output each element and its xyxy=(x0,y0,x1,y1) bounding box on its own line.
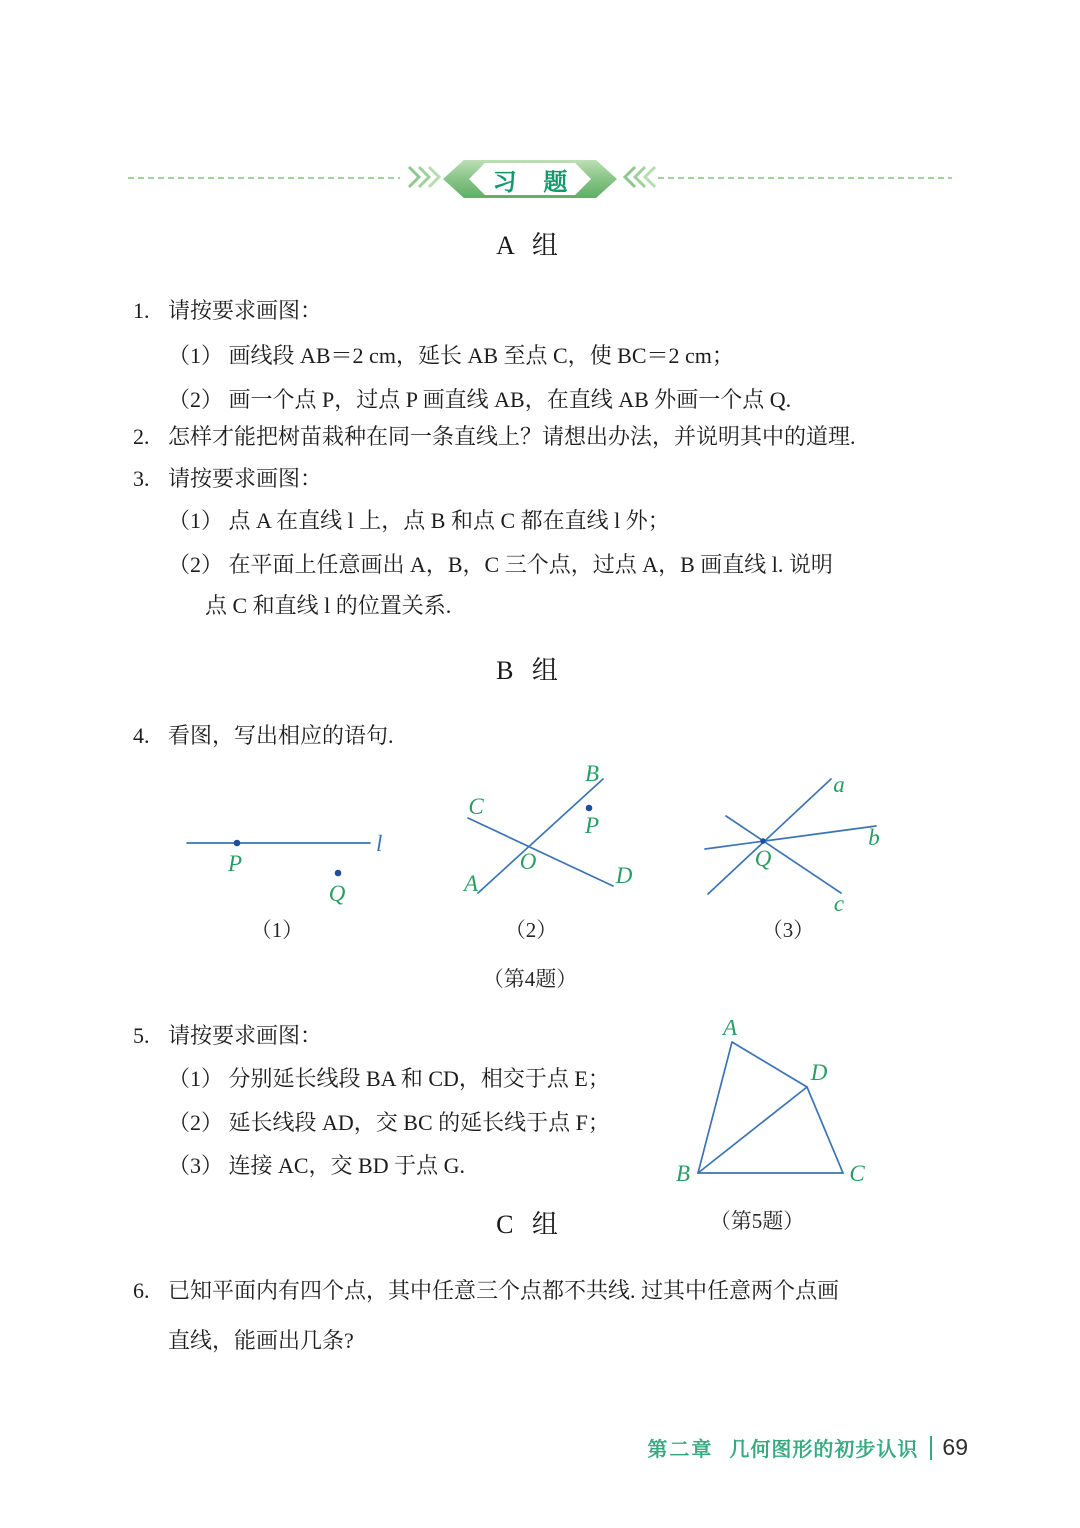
problem-4-number: 4. xyxy=(133,723,150,748)
exercises-badge xyxy=(443,160,617,198)
figure-5 xyxy=(660,1020,890,1195)
footer-chapter: 第二章 xyxy=(647,1439,714,1461)
problem-3-number: 3. xyxy=(133,466,150,491)
page-footer xyxy=(647,1433,968,1462)
problem-1-item-2: （2） 画一个点 P，过点 P 画直线 AB，在直线 AB 外画一个点 Q. xyxy=(168,387,792,412)
problem-5-text: 请按要求画图： xyxy=(168,1023,323,1048)
line-b xyxy=(705,826,876,849)
point-d-label: D xyxy=(810,1060,828,1085)
point-c-label: C xyxy=(849,1161,865,1186)
section-heading-c: C 组 xyxy=(496,1210,564,1239)
point-b-label: B xyxy=(675,1161,691,1186)
badge-label: 习 题 xyxy=(492,168,578,196)
problem-5-item-3: （3） 连接 AC，交 BD 于点 G. xyxy=(168,1153,466,1178)
point-p-dot xyxy=(234,840,241,847)
point-o-label: O xyxy=(519,849,537,874)
line-a xyxy=(708,779,831,894)
point-p-dot xyxy=(586,805,593,812)
point-p-label: P xyxy=(227,851,243,876)
figure-4-1 xyxy=(180,755,410,940)
point-q-dot xyxy=(760,838,766,844)
figure-4-3 xyxy=(690,755,950,940)
point-q-label: Q xyxy=(328,881,346,906)
point-a-label: A xyxy=(463,871,479,896)
diagonal-bd xyxy=(698,1087,807,1173)
point-d-label: D xyxy=(615,863,633,888)
point-a-label: A xyxy=(722,1020,738,1040)
dashed-rule-right xyxy=(658,177,952,179)
line-b-label: b xyxy=(868,825,880,850)
line-a-label: a xyxy=(833,772,845,797)
section-heading-b: B 组 xyxy=(496,656,564,685)
problem-5-number: 5. xyxy=(133,1023,150,1048)
problem-3-intro xyxy=(133,465,322,492)
figure-4-caption: （第4题） xyxy=(482,967,578,991)
problem-2-number: 2. xyxy=(133,424,150,449)
problem-1-text: 请按要求画图： xyxy=(168,298,323,323)
line-c xyxy=(726,816,841,893)
figure-4-1-caption: （1） xyxy=(250,918,304,942)
figure-4-3-caption: （3） xyxy=(761,918,815,942)
section-heading-a: A 组 xyxy=(496,231,564,260)
problem-6 xyxy=(133,1277,839,1304)
problem-2-text: 怎样才能把树苗栽种在同一条直线上？请想出办法，并说明其中的道理. xyxy=(168,424,856,449)
problem-1-intro xyxy=(133,297,322,324)
figure-4-2-caption: （2） xyxy=(504,918,558,942)
point-q-label: Q xyxy=(754,846,772,871)
problem-6-number: 6. xyxy=(133,1278,150,1303)
problem-3-item-2-cont: 点 C 和直线 l 的位置关系. xyxy=(205,593,452,618)
problem-5-item-2: （2） 延长线段 AD，交 BC 的延长线于点 F； xyxy=(168,1110,610,1135)
line-c-label: c xyxy=(833,891,845,916)
footer-divider xyxy=(930,1436,932,1460)
problem-6-cont: 直线，能画出几条? xyxy=(168,1328,354,1353)
problem-3-item-1: （1） 点 A 在直线 l 上，点 B 和点 C 都在直线 l 外； xyxy=(168,508,670,533)
point-b-label: B xyxy=(584,761,600,786)
figure-5-caption: （第5题） xyxy=(709,1209,805,1233)
footer-chapter-title: 几何图形的初步认识 xyxy=(729,1439,919,1461)
problem-1-item-1: （1） 画线段 AB＝2 cm，延长 AB 至点 C，使 BC＝2 cm； xyxy=(168,343,734,368)
problem-1-number: 1. xyxy=(133,298,150,323)
figure-4-2 xyxy=(440,755,700,940)
problem-5-intro xyxy=(133,1022,322,1049)
line-l-label: l xyxy=(376,831,383,856)
problem-5-item-1: （1） 分别延长线段 BA 和 CD，相交于点 E； xyxy=(168,1066,610,1091)
problem-4-text: 看图，写出相应的语句. xyxy=(168,723,394,748)
point-q-dot xyxy=(335,870,342,877)
problem-3-item-2: （2） 在平面上任意画出 A，B，C 三个点，过点 A，B 画直线 l. 说明 xyxy=(168,552,833,577)
triple-chevron-right-icon xyxy=(406,163,444,191)
point-c-label: C xyxy=(468,794,484,819)
problem-3-text: 请按要求画图： xyxy=(168,466,323,491)
dashed-rule-left xyxy=(128,177,400,179)
point-p-label: P xyxy=(584,813,600,838)
problem-4 xyxy=(133,722,394,749)
triple-chevron-left-icon xyxy=(620,163,658,191)
problem-6-text: 已知平面内有四个点，其中任意三个点都不共线. 过其中任意两个点画 xyxy=(168,1278,840,1303)
problem-2 xyxy=(133,423,856,450)
footer-page-number: 69 xyxy=(942,1434,968,1460)
